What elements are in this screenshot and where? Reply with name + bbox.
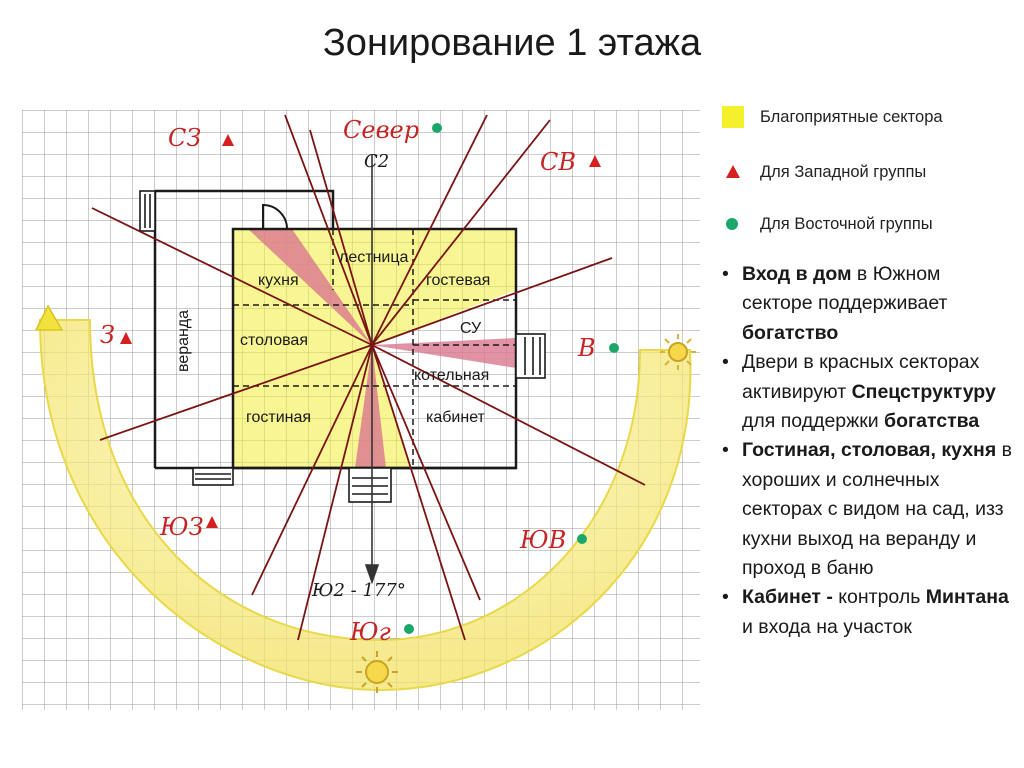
yellow-square-icon (722, 106, 744, 128)
note-item-entrance: • Вход в дом в Южном секторе поддерживает богатство (722, 260, 1014, 348)
note-item-office: • Кабинет - контроль Минтана и входа на участок (722, 583, 1014, 642)
room-label-bathroom: СУ (460, 320, 482, 337)
direction-north-code: С2 (364, 151, 390, 172)
note-item-rooms: • Гостиная, столовая, кухня в хороших и солнечных секторах с видом на сад, изз кухни выход на веранду и проход в баню (722, 436, 1014, 583)
room-label-veranda: веранда (175, 309, 192, 372)
direction-southeast: ЮВ (520, 526, 567, 554)
room-label-dining: столовая (240, 332, 308, 349)
room-label-guest: гостевая (426, 272, 491, 289)
page-title: Зонирование 1 этажа (322, 22, 702, 64)
direction-northeast: СВ (540, 148, 576, 176)
legend-west-group-label: Для Западной группы (760, 163, 927, 181)
room-label-kitchen: кухня (258, 272, 299, 289)
direction-west: З (100, 321, 115, 349)
direction-southwest: ЮЗ (160, 513, 204, 541)
legend-east-group-label: Для Восточной группы (760, 215, 933, 233)
red-triangle-icon (726, 165, 740, 178)
room-label-stairs: лестница (339, 249, 409, 266)
room-label-boiler: котельная (414, 367, 490, 384)
direction-south: Юг (350, 618, 391, 646)
notes-list (722, 260, 1014, 642)
room-label-office: кабинет (426, 409, 485, 426)
room-label-living: гостиная (246, 409, 312, 426)
direction-south-bearing: Ю2 - 177° (312, 580, 406, 601)
legend-favorable-label: Благоприятные сектора (760, 108, 943, 126)
direction-northwest: СЗ (168, 124, 202, 152)
note-item-doors: • Двери в красных секторах активируют Спецструктуру для поддержки богатства (722, 348, 1014, 436)
direction-east: В (578, 334, 596, 362)
direction-north: Север (343, 116, 420, 144)
green-circle-icon (726, 218, 738, 230)
